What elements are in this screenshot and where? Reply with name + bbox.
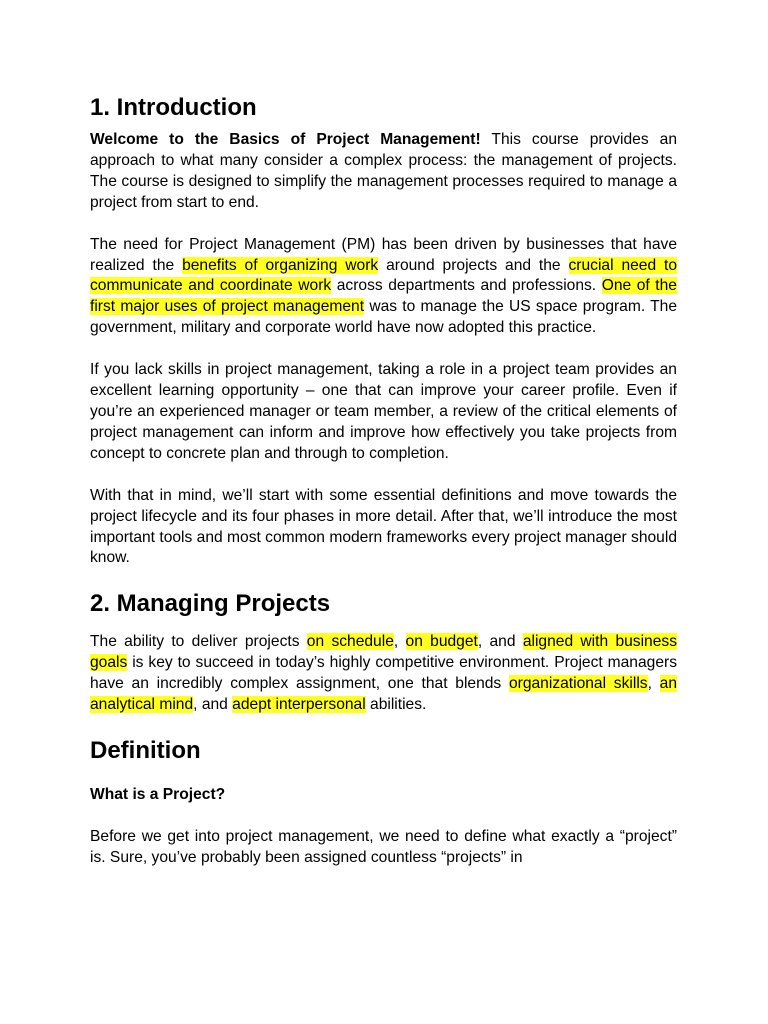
highlight-analytical-mind: an analytical mind [90,675,677,714]
intro-paragraph-1 [90,130,677,214]
heading-gap [90,773,677,785]
managing-text-g: abilities. [365,696,427,714]
highlight-benefits: benefits of organizing work [182,256,379,274]
heading-definition: Definition [90,736,201,764]
intro-p2-text-c: across departments and professions. [331,277,602,295]
section-gap [90,716,677,729]
heading-managing-projects: 2. Managing Projects [90,590,331,618]
paragraph-gap [90,806,677,827]
managing-text-b: , [393,633,406,651]
managing-paragraph [90,632,677,716]
highlight-adept-interpersonal: adept interpersonal [232,696,366,714]
managing-text-e: , [647,675,660,693]
highlight-organizational-skills: organizational skills [508,675,648,693]
managing-text-a: The ability to deliver projects [90,633,307,651]
paragraph-gap [90,339,677,360]
managing-text-d: is key to succeed in today’s highly competitive environment. Project managers have an incredibly complex assignment, one that blends [90,654,677,693]
highlight-on-budget: on budget [405,633,478,651]
intro-p2-text-d: was to manage the US space program. The government, military and corporate world have now adopted this practice. [90,298,678,337]
heading-introduction: 1. Introduction [90,94,257,121]
document-body [90,86,677,869]
intro-paragraph-3: If you lack skills in project management, taking a role in a project team provides an excellent learning opportunity – one that can improve your career profile. Even if you’re an experienced manager or team member, a review of the critical elements of project management can inform and improve how effectively you take projects from concept to concrete plan and through to completion. [90,361,677,462]
highlight-on-schedule: on schedule [306,633,394,651]
subheading-what-is-project: What is a Project? [90,785,226,803]
paragraph-gap [90,465,677,486]
intro-paragraph-2 [90,235,677,340]
intro-paragraph-4: With that in mind, we’ll start with some essential definitions and move towards the project lifecycle and its four phases in more detail. After that, we’ll introduce the most important tools and most common modern frameworks every project manager should know. [90,486,677,567]
paragraph-gap [90,214,677,235]
intro-p2-text-a: The need for Project Management (PM) has been driven by businesses that have realized the [90,235,677,274]
intro-p2-text-b: around projects and the [378,256,569,274]
intro-p1-rest: This course provides an approach to what many consider a complex process: the management of projects. The course is designed to simplify the management processes required to manage a project from start to end. [90,131,677,211]
managing-text-c: , and [477,633,523,651]
definition-paragraph-1: Before we get into project management, we need to define what exactly a “project” is. Sure, you’ve probably been assigned countless “projects” in [90,827,677,866]
managing-text-f: , and [193,696,233,714]
highlight-crucial-need: crucial need to communicate and coordinate work [90,256,678,295]
section-gap [90,569,677,582]
highlight-first-uses: One of the first major uses of project management [90,277,677,316]
welcome-text: Welcome to the Basics of Project Management! [90,131,481,148]
highlight-aligned-goals: aligned with business goals [90,633,678,672]
